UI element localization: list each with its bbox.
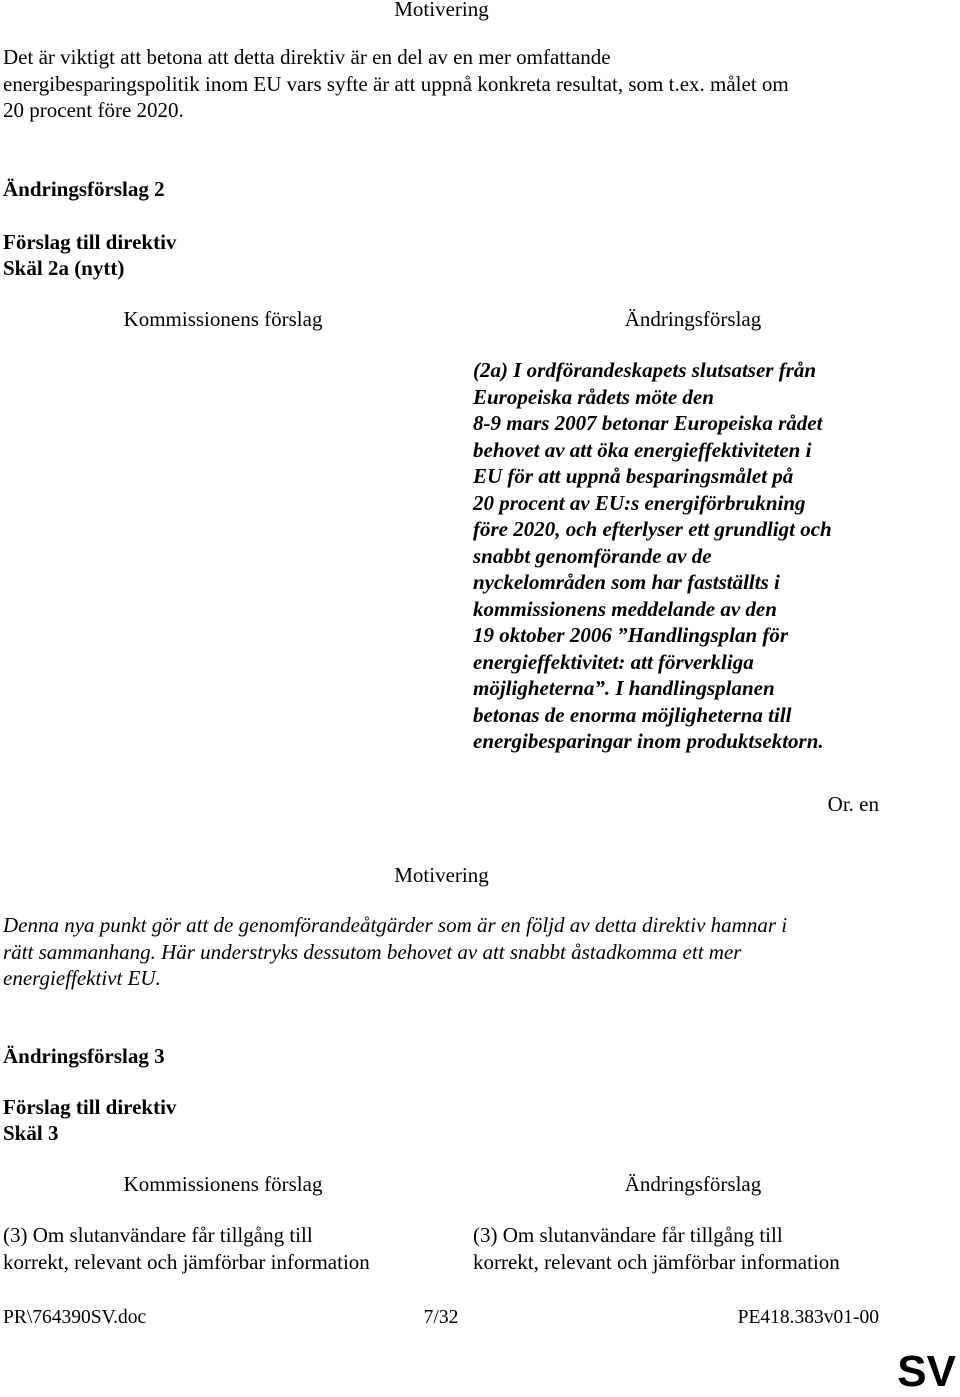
amendment-line: energibesparingar inom produktsektorn. bbox=[473, 729, 824, 753]
amendment-line: (3) Om slutanvändare får tillgång till bbox=[473, 1223, 783, 1247]
commission-line: korrekt, relevant och jämförbar information bbox=[3, 1249, 370, 1274]
top-justification-heading: Motivering bbox=[394, 0, 489, 21]
top-justification-text bbox=[3, 44, 789, 124]
text-line: 20 procent före 2020. bbox=[3, 98, 184, 122]
original-lang: en bbox=[859, 792, 879, 816]
amendment-line: före 2020, och efterlyser ett grundligt och bbox=[473, 517, 832, 541]
amendment-line: 20 procent av EU:s energiförbrukning bbox=[473, 490, 806, 515]
amendment-2-title: Ändringsförslag 2 bbox=[3, 177, 165, 201]
language-code: SV bbox=[897, 1347, 956, 1396]
amendment-2-text bbox=[473, 357, 832, 755]
amendment-3-commission-text bbox=[3, 1222, 370, 1275]
footer-pe-ref: PE418.383v01-00 bbox=[737, 1307, 879, 1328]
amendment-line: snabbt genomförande av de bbox=[473, 543, 712, 568]
amendment-line: 19 oktober 2006 ”Handlingsplan för bbox=[473, 623, 789, 647]
justification-line: Denna nya punkt gör att de genomförandeåtgärder som är en följd av detta direktiv hamnar i bbox=[3, 913, 788, 937]
justification-line: energieffektivt EU. bbox=[3, 966, 161, 990]
amendment-2-proposal-label: Förslag till direktiv bbox=[3, 230, 177, 254]
original-language bbox=[828, 791, 879, 818]
amendment-line: behovet av att öka energieffektiviteten i bbox=[473, 437, 812, 462]
text-line: energibesparingspolitik inom EU vars syfte är att uppnå konkreta resultat, som t.ex. målet om bbox=[3, 71, 789, 96]
amendment-line: EU för att uppnå besparingsmålet på bbox=[473, 464, 794, 488]
amendment-3-title: Ändringsförslag 3 bbox=[3, 1044, 165, 1068]
amendment-line: möjligheterna”. I handlingsplanen bbox=[473, 676, 775, 700]
commission-line: (3) Om slutanvändare får tillgång till bbox=[3, 1223, 313, 1247]
amendment-2-commission-heading: Kommissionens förslag bbox=[123, 307, 323, 331]
justification-line: rätt sammanhang. Här understryks dessutom behovet av att snabbt åstadkomma ett mer bbox=[3, 939, 742, 964]
original-label: Or. bbox=[827, 792, 854, 816]
amendment-line: 8-9 mars 2007 betonar Europeiska rådet bbox=[473, 411, 823, 435]
footer-page-number: 7/32 bbox=[423, 1307, 459, 1328]
amendment-3-proposal-label: Förslag till direktiv bbox=[3, 1095, 177, 1119]
amendment-line: korrekt, relevant och jämförbar information bbox=[473, 1249, 840, 1274]
amendment-line: energieffektivitet: att förverkliga bbox=[473, 649, 754, 674]
amendment-line: nyckelområden som har fastställts i bbox=[473, 570, 780, 594]
footer-doc-ref: PR\764390SV.doc bbox=[3, 1307, 147, 1328]
amendment-2-amendment-heading: Ändringsförslag bbox=[624, 307, 762, 331]
amendment-3-amendment-heading: Ändringsförslag bbox=[624, 1172, 762, 1196]
amendment-2-justification-heading: Motivering bbox=[394, 863, 489, 887]
amendment-line: kommissionens meddelande av den bbox=[473, 596, 777, 621]
text-line: Det är viktigt att betona att detta direktiv är en del av en mer omfattande bbox=[3, 45, 611, 69]
amendment-3-commission-heading: Kommissionens förslag bbox=[123, 1172, 323, 1196]
amendment-line: Europeiska rådets möte den bbox=[473, 384, 714, 409]
amendment-3-amendment-text bbox=[473, 1222, 840, 1275]
amendment-line: (2a) I ordförandeskapets slutsatser från bbox=[473, 358, 817, 382]
amendment-line: betonas de enorma möjligheterna till bbox=[473, 702, 792, 727]
amendment-3-recital: Skäl 3 bbox=[3, 1121, 59, 1145]
amendment-2-recital: Skäl 2a (nytt) bbox=[3, 256, 125, 280]
amendment-2-justification-text bbox=[3, 912, 787, 992]
